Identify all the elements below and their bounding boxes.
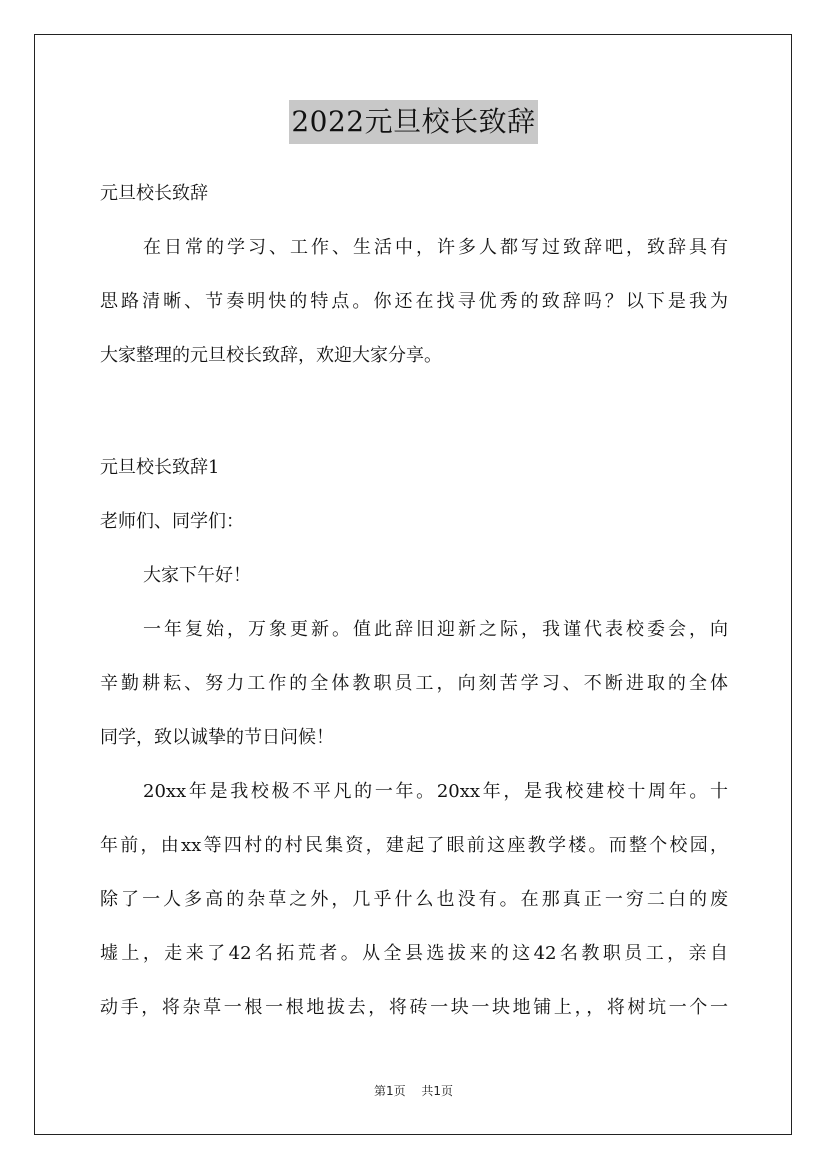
paragraph-line: 同学，致以诚挚的节日问候！ <box>100 727 334 748</box>
paragraph-line: 年前，由xx等四村的村民集资，建起了眼前这座教学楼。而整个校园， <box>100 835 728 856</box>
paragraph-line: 墟上，走来了42名拓荒者。从全县选拔来的这42名教职员工，亲自 <box>100 943 728 964</box>
paragraph-line: 动手，将杂草一根一根地拔去，将砖一块一块地铺上，，将树坑一个一 <box>100 997 728 1018</box>
page-footer <box>0 1082 827 1099</box>
paragraph-line: 20xx年是我校极不平凡的一年。20xx年，是我校建校十周年。十 <box>143 781 728 802</box>
paragraph-line: 思路清晰、节奏明快的特点。你还在找寻优秀的致辞吗？以下是我为 <box>100 291 728 312</box>
paragraph-line: 在日常的学习、工作、生活中，许多人都写过致辞吧，致辞具有 <box>143 237 728 258</box>
document-title: 2022元旦校长致辞 <box>289 100 537 144</box>
paragraph-line: 一年复始，万象更新。值此辞旧迎新之际，我谨代表校委会，向 <box>143 619 728 640</box>
page-number: 第1页 <box>373 1084 406 1098</box>
document-body <box>100 172 728 1040</box>
title-area <box>0 100 827 144</box>
paragraph-line: 大家整理的元旦校长致辞，欢迎大家分享。 <box>100 345 442 366</box>
subtitle: 元旦校长致辞 <box>100 183 208 204</box>
paragraph-1 <box>100 608 728 770</box>
paragraph-2 <box>100 770 728 1040</box>
greeting: 大家下午好！ <box>143 565 251 586</box>
paragraph-spacer <box>100 388 728 446</box>
intro-paragraph <box>100 226 728 388</box>
salutation: 老师们、同学们： <box>100 511 244 532</box>
section-heading: 元旦校长致辞1 <box>100 457 220 478</box>
paragraph-line: 辛勤耕耘、努力工作的全体教职员工，向刻苦学习、不断进取的全体 <box>100 673 728 694</box>
paragraph-line: 除了一人多高的杂草之外，几乎什么也没有。在那真正一穷二白的废 <box>100 889 728 910</box>
page-total: 共1页 <box>421 1084 454 1098</box>
